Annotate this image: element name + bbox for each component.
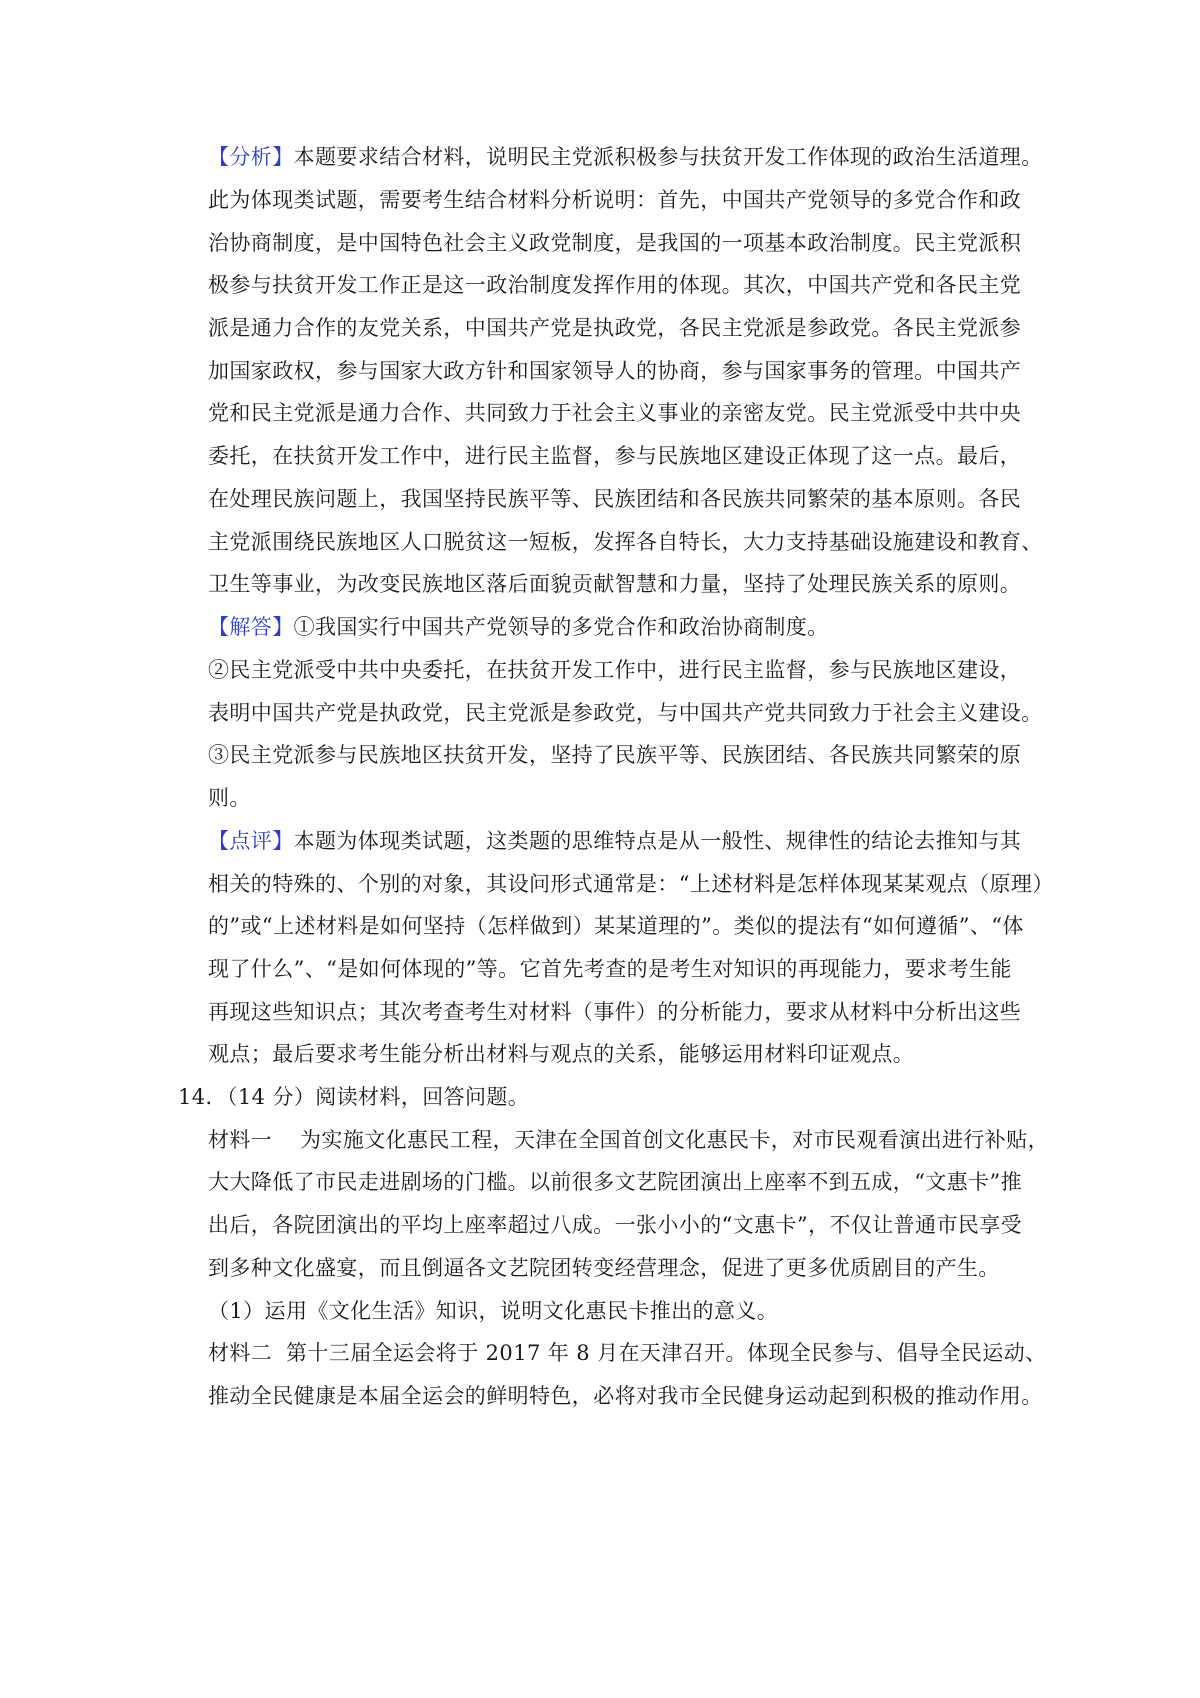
analysis-line-5: 派是通力合作的友党关系，中国共产党是执政党，各民主党派是参政党。各民主党派参 <box>208 316 1022 340</box>
comment-line-4: 现了什么”、“是如何体现的”等。它首先考查的是考生对知识的再现能力，要求考生能 <box>208 957 1012 981</box>
analysis-line-8: 委托，在扶贫开发工作中，进行民主监督，参与民族地区建设正体现了这一点。最后， <box>208 444 1022 468</box>
answer-text: ①我国实行中国共产党领导的多党合作和政治协商制度。 <box>293 615 829 639</box>
material-2-line-1 <box>208 1338 1047 1368</box>
sub-question-1: （1）运用《文化生活》知识，说明文化惠民卡推出的意义。 <box>208 1299 779 1323</box>
comment-line-6: 观点；最后要求考生能分析出材料与观点的关系，能够运用材料印证观点。 <box>208 1042 915 1066</box>
material-1-line-2: 大大降低了市民走进剧场的门槛。以前很多文艺院团演出上座率不到五成，“文惠卡”推 <box>208 1170 1023 1194</box>
comment-tag: 【点评】 <box>208 829 294 853</box>
material-1-line-1 <box>208 1125 1049 1155</box>
answer-line-2: ②民主党派受中共中央委托，在扶贫开发工作中，进行民主监督，参与民族地区建设， <box>208 658 1022 682</box>
material-2-text: 第十三届全运会将于 2017 年 8 月在天津召开。体现全民参与、倡导全民运动、 <box>286 1341 1047 1365</box>
analysis-line-10: 主党派围绕民族地区人口脱贫这一短板，发挥各自特长，大力支持基础设施建设和教育、 <box>208 530 1043 554</box>
comment-line-3: 的”或“上述材料是如何坚持（怎样做到）某某道理的”。类似的提法有“如何遵循”、“体 <box>208 914 1024 938</box>
analysis-line-11: 卫生等事业，为改变民族地区落后面貌贡献智慧和力量，坚持了处理民族关系的原则。 <box>208 572 1022 596</box>
material-2-label: 材料二 <box>208 1341 273 1365</box>
analysis-line-4: 极参与扶贫开发工作正是这一政治制度发挥作用的体现。其次，中国共产党和各民主党 <box>208 273 1022 297</box>
material-2-line-2: 推动全民健康是本届全运会的鲜明特色，必将对我市全民健身运动起到积极的推动作用。 <box>208 1384 1043 1408</box>
material-1-line-4: 到多种文化盛宴，而且倒逼各文艺院团转变经营理念，促进了更多优质剧目的产生。 <box>208 1256 1000 1280</box>
comment-line-2: 相关的特殊的、个别的对象，其设问形式通常是：“上述材料是怎样体现某某观点（原理） <box>208 872 1054 896</box>
analysis-line-7: 党和民主党派是通力合作、共同致力于社会主义事业的亲密友党。民主党派受中共中央 <box>208 401 1022 425</box>
question-14-header: 14．（14 分）阅读材料，回答问题。 <box>178 1085 530 1109</box>
analysis-line-9: 在处理民族问题上，我国坚持民族平等、民族团结和各民族共同繁荣的基本原则。各民 <box>208 487 1022 511</box>
material-1-text: 为实施文化惠民工程，天津在全国首创文化惠民卡，对市民观看演出进行补贴， <box>300 1128 1049 1152</box>
comment-line-5: 再现这些知识点；其次考查考生对材料（事件）的分析能力，要求从材料中分析出这些 <box>208 1000 1022 1024</box>
answer-line-5: 则。 <box>208 786 251 810</box>
comment-line-1 <box>208 826 1021 856</box>
material-1-line-3: 出后，各院团演出的平均上座率超过八成。一张小小的“文惠卡”，不仅让普通市民享受 <box>208 1213 1023 1237</box>
analysis-line-1 <box>208 142 1043 172</box>
material-1-label: 材料一 <box>208 1128 273 1152</box>
answer-line-4: ③民主党派参与民族地区扶贫开发，坚持了民族平等、民族团结、各民族共同繁荣的原 <box>208 743 1022 767</box>
analysis-line-2: 此为体现类试题，需要考生结合材料分析说明：首先，中国共产党领导的多党合作和政 <box>208 188 1022 212</box>
answer-line-1 <box>208 612 829 642</box>
answer-line-3: 表明中国共产党是执政党，民主党派是参政党，与中国共产党共同致力于社会主义建设。 <box>208 701 1043 725</box>
answer-tag: 【解答】 <box>208 615 294 639</box>
comment-text: 本题为体现类试题，这类题的思维特点是从一般性、规律性的结论去推知与其 <box>293 829 1022 853</box>
analysis-text: 本题要求结合材料，说明民主党派积极参与扶贫开发工作体现的政治生活道理。 <box>293 145 1043 169</box>
analysis-line-6: 加国家政权，参与国家大政方针和国家领导人的协商，参与国家事务的管理。中国共产 <box>208 359 1022 383</box>
analysis-tag: 【分析】 <box>208 145 294 169</box>
analysis-line-3: 治协商制度，是中国特色社会主义政党制度，是我国的一项基本政治制度。民主党派积 <box>208 231 1022 255</box>
